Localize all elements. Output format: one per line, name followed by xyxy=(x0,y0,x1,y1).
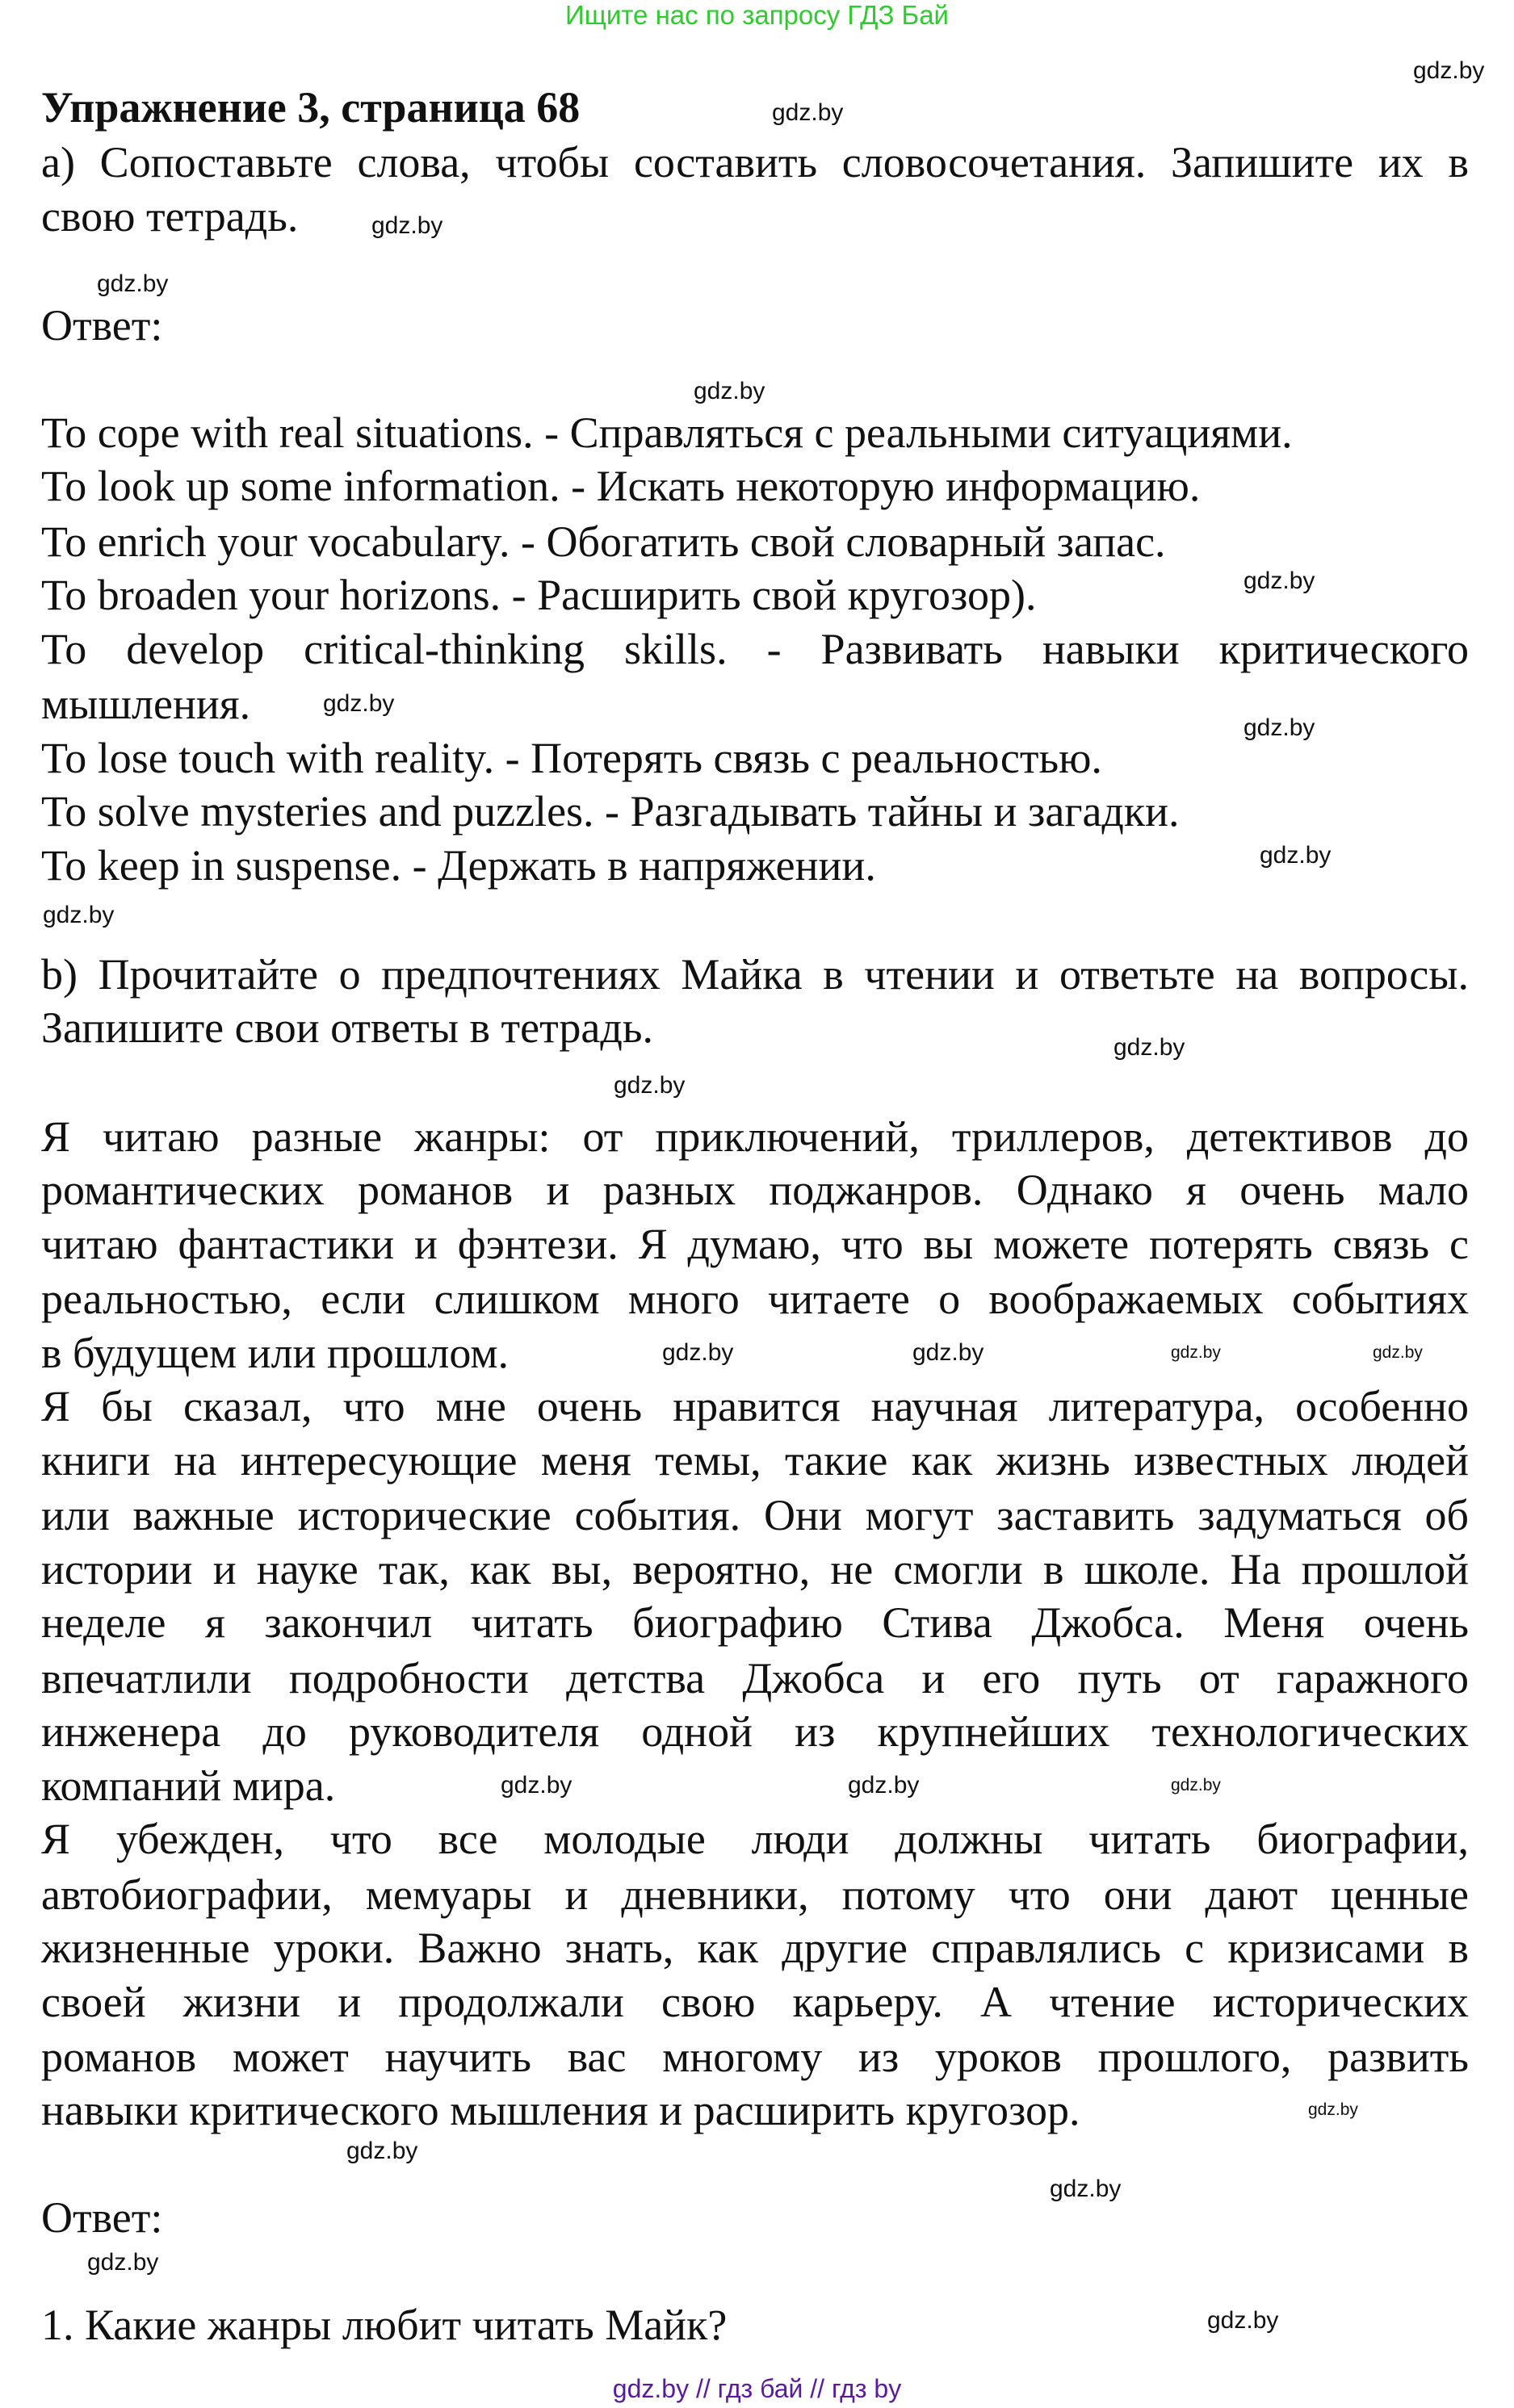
phrase-pair: To look up some information. - Искать некоторую информацию. xyxy=(41,462,1201,510)
answer-label: Ответ: xyxy=(41,301,163,350)
watermark: gdz.by xyxy=(662,1339,734,1366)
watermark: gdz.by xyxy=(501,1772,572,1799)
phrase-pair: To develop critical-thinking skills. - Развивать навыки критического xyxy=(41,625,1469,673)
watermark: gdz.by xyxy=(912,1339,984,1366)
watermark: gdz.by xyxy=(848,1772,920,1799)
watermark: gdz.by xyxy=(1050,2176,1122,2202)
watermark: gdz.by xyxy=(371,212,443,239)
reading-text-line: автобиографии, мемуары и дневники, потому что они дают ценные xyxy=(41,1870,1469,1919)
watermark: gdz.by xyxy=(1243,714,1315,741)
page-title: Упражнение 3, страница 68 xyxy=(41,83,581,132)
phrase-pair: To keep in suspense. - Держать в напряжении. xyxy=(41,841,876,890)
phrase-pair: To cope with real situations. - Справляться с реальными ситуациями. xyxy=(41,408,1293,457)
reading-text-line: навыки критического мышления и расширить кругозор. xyxy=(41,2086,1080,2134)
reading-text-line: читаю фантастики и фэнтези. Я думаю, что вы можете потерять связь с xyxy=(41,1220,1469,1268)
reading-text-line: истории и науке так, как вы, вероятно, не смогли в школе. На прошлой xyxy=(41,1545,1469,1593)
reading-text-line: впечатлили подробности детства Джобса и его путь от гаражного xyxy=(41,1654,1469,1702)
reading-text-line: компаний мира. xyxy=(41,1761,336,1810)
reading-text-line: Я убежден, что все молодые люди должны читать биографии, xyxy=(41,1815,1469,1863)
watermark: gdz.by xyxy=(614,1072,686,1099)
watermark: gdz.by xyxy=(1308,2100,1358,2119)
reading-text-line: или важные исторические события. Они могут заставить задуматься об xyxy=(41,1491,1469,1539)
phrase-pair: To lose touch with reality. - Потерять связь с реальностью. xyxy=(41,734,1102,782)
watermark: gdz.by xyxy=(1373,1343,1423,1362)
task-a-text: свою тетрадь. xyxy=(41,192,299,241)
watermark: gdz.by xyxy=(1171,1343,1221,1362)
phrase-pair: To solve mysteries and puzzles. - Разгадывать тайны и загадки. xyxy=(41,787,1180,835)
reading-text-line: в будущем или прошлом. xyxy=(41,1329,510,1377)
reading-text-line: неделе я закончил читать биографию Стива Джобса. Меня очень xyxy=(41,1598,1469,1647)
answer-label: Ответ: xyxy=(41,2193,163,2242)
reading-text-line: своей жизни и продолжали свою карьеру. А чтение исторических xyxy=(41,1978,1469,2026)
watermark: gdz.by xyxy=(323,690,395,717)
phrase-pair: To broaden your horizons. - Расширить свой кругозор). xyxy=(41,571,1037,619)
watermark: gdz.by xyxy=(43,902,115,928)
watermark: gdz.by xyxy=(97,270,169,297)
reading-text-line: романтических романов и разных поджанров. Однако я очень мало xyxy=(41,1166,1469,1214)
reading-text-line: Я читаю разные жанры: от приключений, триллеров, детективов до xyxy=(41,1112,1469,1161)
watermark: gdz.by xyxy=(772,99,844,126)
reading-text-line: инженера до руководителя одной из крупнейших технологических xyxy=(41,1707,1469,1756)
search-banner: Ищите нас по запросу ГДЗ Бай xyxy=(565,0,949,30)
task-a-text: а) Сопоставьте слова, чтобы составить словосочетания. Запишите их в xyxy=(41,138,1469,186)
watermark: gdz.by xyxy=(1260,842,1332,869)
watermark: gdz.by xyxy=(87,2249,159,2276)
reading-text-line: книги на интересующие меня темы, такие как жизнь известных людей xyxy=(41,1436,1469,1485)
reading-text-line: жизненные уроки. Важно знать, как другие справлялись с кризисами в xyxy=(41,1924,1469,1972)
reading-text-line: реальностью, если слишком много читаете о воображаемых событиях xyxy=(41,1275,1469,1323)
watermark: gdz.by xyxy=(1171,1776,1221,1794)
question: 1. Какие жанры любит читать Майк? xyxy=(41,2301,728,2349)
footer-links[interactable]: gdz.by // гдз бай // гдз by xyxy=(612,2374,902,2403)
watermark: gdz.by xyxy=(1413,57,1485,84)
phrase-pair: To enrich your vocabulary. - Обогатить свой словарный запас. xyxy=(41,517,1166,566)
phrase-pair: мышления. xyxy=(41,680,251,728)
task-b-text: b) Прочитайте о предпочтениях Майка в чтении и ответьте на вопросы. xyxy=(41,950,1469,999)
reading-text-line: романов может научить вас многому из уроков прошлого, развить xyxy=(41,2033,1469,2081)
watermark: gdz.by xyxy=(1113,1034,1185,1061)
watermark: gdz.by xyxy=(1243,567,1315,594)
watermark: gdz.by xyxy=(694,378,765,404)
watermark: gdz.by xyxy=(1207,2307,1279,2334)
task-b-text: Запишите свои ответы в тетрадь. xyxy=(41,1003,653,1052)
watermark: gdz.by xyxy=(346,2138,418,2164)
reading-text-line: Я бы сказал, что мне очень нравится научная литература, особенно xyxy=(41,1382,1469,1430)
